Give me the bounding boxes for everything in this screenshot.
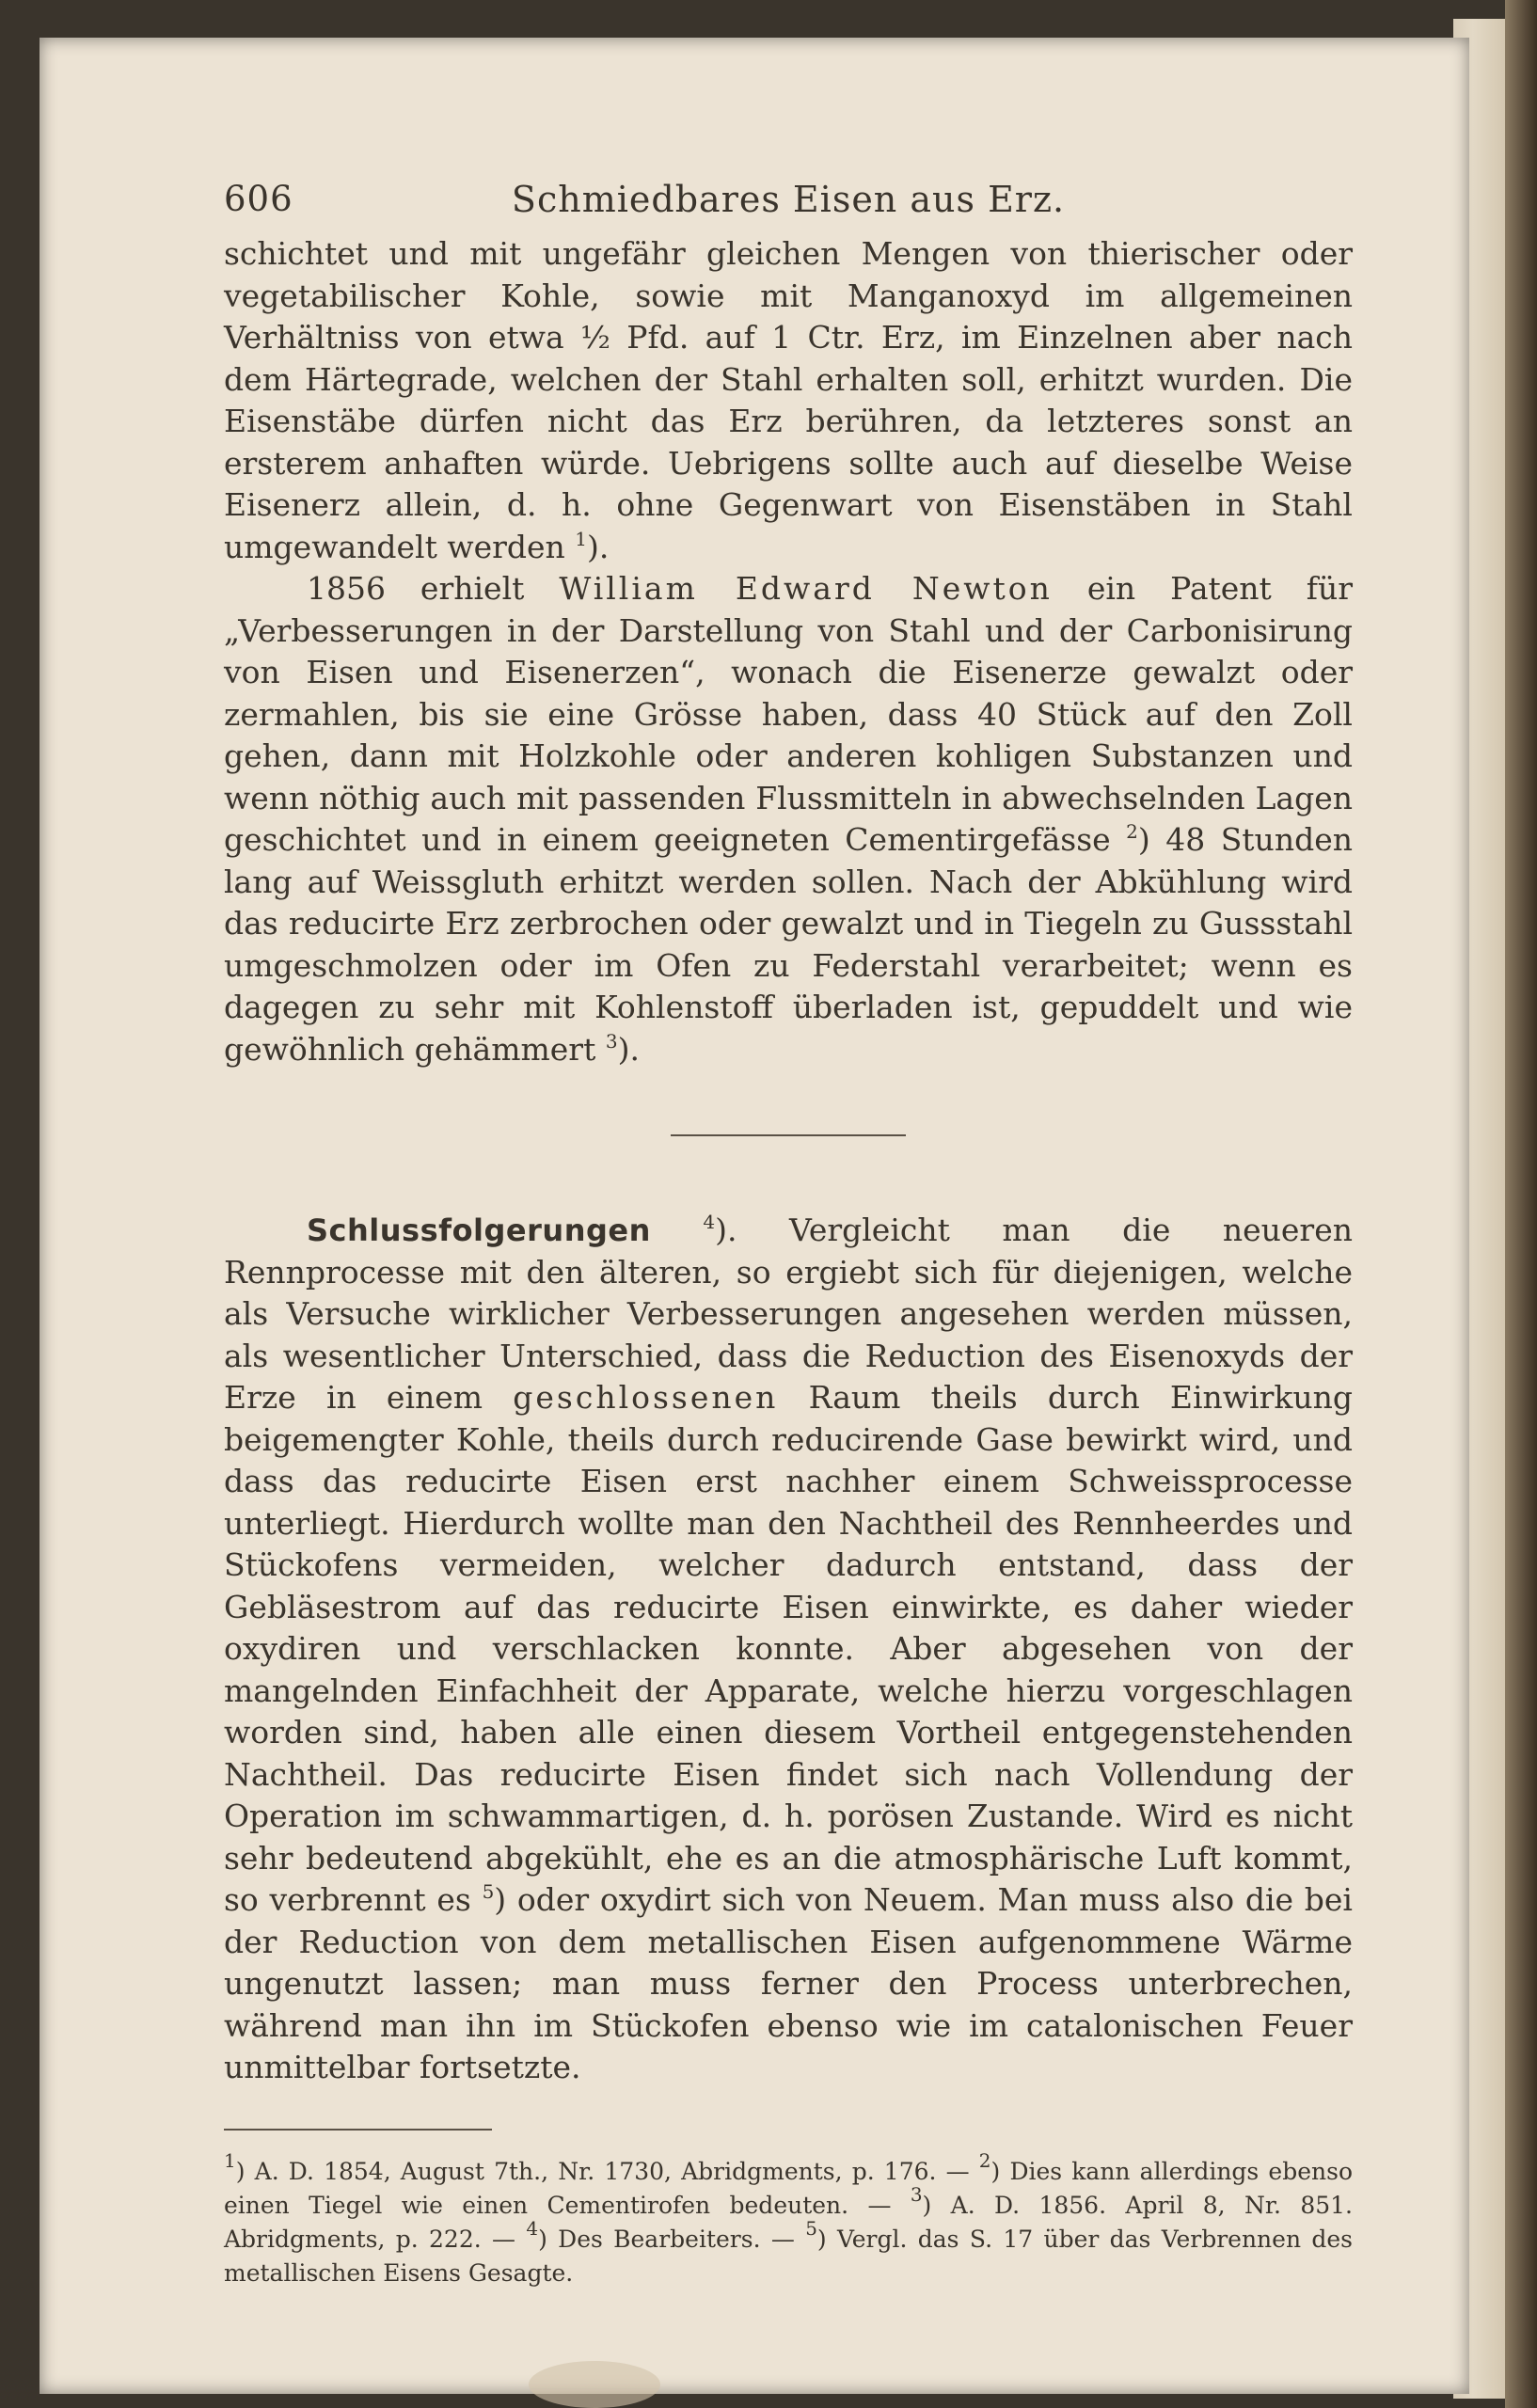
footnote-2-number: 2 — [978, 2148, 991, 2172]
running-title: Schmiedbares Eisen aus Erz. — [511, 179, 1066, 220]
book-spine — [1505, 0, 1537, 2408]
footnote-ref-5: 5 — [482, 1880, 495, 1903]
footnote-ref-2: 2 — [1126, 820, 1138, 843]
emphasis-word: geschlossenen — [513, 1379, 779, 1416]
page-number: 606 — [224, 179, 293, 219]
paragraph-2-start: 1856 erhielt — [307, 570, 560, 607]
section-heading: Schlussfolgerungen — [307, 1212, 651, 1248]
footnote-5-number: 5 — [805, 2216, 817, 2240]
footnote-3-text: ) A. D. 1856. April 8, Nr. 851. Abridgments, p. 222. — — [224, 2191, 1353, 2253]
paragraph-1-end: ). — [587, 528, 610, 565]
footnote-5-text: ) Vergl. das S. 17 über das Verbrennen des metallischen Eisens Gesagte. — [224, 2225, 1354, 2287]
footnote-ref-4: 4 — [703, 1211, 716, 1233]
footnote-4-text: ) Des Bearbeiters. — — [538, 2225, 806, 2253]
paragraph-3 — [224, 1210, 1353, 2089]
footnote-rule — [224, 2129, 492, 2131]
footnote-4-number: 4 — [526, 2216, 539, 2240]
paragraph-2-text-a: ein Patent für „Verbesserungen in der Darstellung von Stahl und der Carbonisirung von Eisen und Eisenerzen“, wonach die Eisenerze gewalzt oder zermahlen, bis sie eine Grösse haben, dass 40 Stück auf den Zoll gehen, dann mit Holzkohle oder anderen kohligen Substanzen und wenn nöthig auch mit passenden Flussmitteln in abwechselnden Lagen geschichtet und in einem geeigneten Cementirgefässe — [224, 570, 1354, 858]
paragraph-2-text-b: ) 48 Stunden lang auf Weissgluth erhitzt werden sollen. Nach der Abkühlung wird das reducirte Erz zerbrochen oder gewalzt und in Tiegeln zu Gussstahl umgeschmolzen oder im Ofen zu Federstahl verarbeitet; wenn es dagegen zu sehr mit Kohlenstoff überladen ist, gepuddelt und wie gewöhnlich gehämmert — [224, 821, 1353, 1068]
running-head — [224, 167, 1353, 233]
paragraph-3-end: ) oder oxydirt sich von Neuem. Man muss also die bei der Reduction von dem metallischen Eisen aufgenommene Wärme ungenutzt lassen; man muss ferner den Process unterbrechen, während man ihn im Stückofen ebenso wie im catalonischen Feuer unmittelbar fortsetzte. — [224, 1881, 1353, 2085]
paragraph-2-end: ). — [617, 1030, 640, 1068]
paragraph-1 — [224, 233, 1353, 568]
paragraph-1-text: schichtet und mit ungefähr gleichen Mengen von thierischer oder vegetabilischer Kohle, sowie mit Manganoxyd im allgemeinen Verhältniss von etwa ½ Pfd. auf 1 Ctr. Erz, im Einzelnen aber nach dem Härtegrade, welchen der Stahl erhalten soll, erhitzt wurden. Die Eisenstäbe dürfen nicht das Erz berühren, da letzteres sonst an ersterem anhaften würde. Uebrigens sollte auch auf dieselbe Weise Eisenerz allein, d. h. ohne Gegenwart von Eisenstäben in Stahl umgewandelt werden — [224, 235, 1353, 565]
footnote-2-text: ) Dies kann allerdings ebenso einen Tiegel wie einen Cementirofen bedeuten. — — [224, 2157, 1353, 2219]
paper-stain — [529, 2361, 660, 2408]
paragraph-2 — [224, 568, 1353, 1070]
paragraph-3-text-a: ). Vergleicht man die neueren Rennprocesse mit den älteren, so ergiebt sich für diejenigen, welche als Versuche wirklicher Verbesserungen angesehen werden müssen, als wesentlicher Unterschied, dass die Reduction des Eisenoxyds der Erze in einem — [224, 1212, 1353, 1416]
footnote-3-number: 3 — [910, 2182, 923, 2206]
person-name: William Edward Newton — [559, 570, 1053, 607]
footnote-1-text: ) A. D. 1854, August 7th., Nr. 1730, Abridgments, p. 176. — — [235, 2157, 979, 2185]
footnote-1-number: 1 — [224, 2148, 236, 2172]
text-block — [224, 167, 1353, 2290]
footnote-ref-1: 1 — [575, 527, 588, 550]
paragraph-3-text-b: Raum theils durch Einwirkung beigemengter Kohle, theils durch reducirende Gase bewirkt wird, und dass das reducirte Eisen erst nachher einem Schweissprocesse unterliegt. Hierdurch wollte man den Nachtheil des Rennheerdes und Stückofens vermeiden, welcher dadurch entstand, dass der Gebläsestrom auf das reducirte Eisen einwirkte, es daher wieder oxydiren und verschlacken konnte. Aber abgesehen von der mangelnden Einfachheit der Apparate, welche hierzu vorgeschlagen worden sind, haben alle einen diesem Vortheil entgegenstehenden Nachtheil. Das reducirte Eisen findet sich nach Vollendung der Operation im schwammartigen, d. h. porösen Zustande. Wird es nicht sehr bedeutend abgekühlt, ehe es an die atmosphärische Luft kommt, so verbrennt es — [224, 1379, 1354, 1918]
footnote-ref-3: 3 — [605, 1029, 618, 1053]
section-divider — [671, 1134, 906, 1136]
footnotes — [224, 2148, 1354, 2290]
